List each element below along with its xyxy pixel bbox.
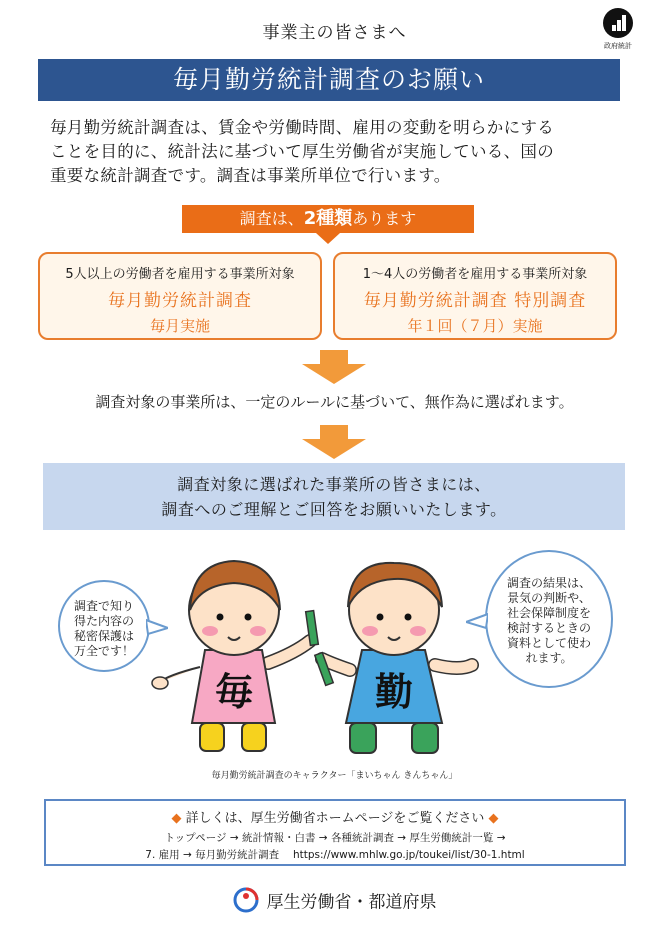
banner-prefix: 調査は、: [239, 209, 304, 228]
survey-frequency: 年１回（７月）実施: [407, 317, 543, 335]
survey-frequency: 毎月実施: [149, 317, 210, 335]
bubble-line: 調査で知り: [73, 599, 134, 613]
request-line: 調査対象に選ばれた事業所の皆さまには、: [177, 475, 491, 494]
survey-card-special: [333, 252, 617, 340]
mascot-caption: 毎月勤労統計調査のキャラクター「まいちゃん きんちゃん」: [211, 771, 458, 781]
bubble-line: 万全です！: [73, 644, 134, 658]
survey-name: 毎月勤労統計調査: [108, 291, 252, 311]
mascot-boy: [315, 563, 472, 753]
bubble-line: 景気の判断や、: [507, 591, 591, 605]
logo-label: 政府統計: [604, 42, 632, 50]
government-statistics-logo: [598, 8, 638, 58]
greeting: 事業主の皆さまへ: [262, 23, 407, 43]
speech-bubble-privacy: [58, 580, 150, 672]
mascot-girl: [152, 561, 318, 751]
website-link[interactable]: 7. 雇用 → 毎月勤労統計調査 https://www.mhlw.go.jp/toukei/list/30-1.html: [145, 849, 525, 861]
banner-emphasis: 2種類: [303, 208, 353, 229]
survey-card-monthly: [38, 252, 322, 340]
down-arrow-icon: [302, 350, 366, 384]
selection-note: 調査対象の事業所は、一定のルールに基づいて、無作為に選ばれます。: [95, 393, 574, 411]
info-heading-text: 詳しくは、厚生労働省ホームページをご覧ください: [185, 811, 485, 826]
survey-target: 1～4人の労働者を雇用する事業所対象: [362, 267, 588, 282]
info-heading: [46, 807, 624, 826]
government-statistics-icon: [603, 8, 633, 38]
bubble-line: 秘密保護は: [73, 629, 134, 643]
banner-suffix: あります: [352, 209, 417, 228]
request-line: 調査へのご理解とご回答をお願いいたします。: [161, 500, 507, 519]
banner-pointer: [316, 233, 340, 244]
girl-label: 毎: [214, 670, 254, 714]
bubble-line: 得た内容の: [73, 614, 134, 628]
survey-name: 毎月勤労統計調査 特別調査: [363, 291, 587, 311]
diamond-icon: ◆: [488, 811, 499, 826]
down-arrow-icon: [302, 425, 366, 459]
bubble-line: 検討するときの: [506, 621, 591, 635]
bubble-line: 社会保障制度を: [506, 606, 591, 620]
boy-label: 勤: [374, 670, 414, 714]
bubble-line: 資料として使わ: [506, 636, 591, 650]
mhlw-logo-icon: [233, 887, 259, 918]
navigation-path: トップページ → 統計情報・白書 → 各種統計調査 → 厚生労働統計一覧 →: [164, 832, 506, 844]
request-band: [43, 463, 625, 530]
intro-line: ことを目的に、統計法に基づいて厚生労働省が実施している、国の: [50, 142, 554, 161]
speech-bubble-usage: [485, 550, 613, 688]
website-info-box: [44, 799, 626, 866]
diamond-icon: ◆: [171, 811, 182, 826]
bubble-line: 調査の結果は、: [506, 576, 591, 590]
mascot-illustration: [150, 555, 490, 760]
intro-paragraph: [50, 116, 620, 188]
bubble-line: れます。: [525, 651, 573, 665]
footer: [0, 887, 669, 918]
survey-types-banner: [182, 205, 474, 233]
intro-line: 重要な統計調査です。調査は事業所単位で行います。: [50, 166, 451, 185]
page-title: 毎月勤労統計調査のお願い: [38, 59, 620, 101]
footer-text: 厚生労働省・都道府県: [266, 892, 437, 913]
intro-line: 毎月勤労統計調査は、賃金や労働時間、雇用の変動を明らかにする: [50, 118, 554, 137]
survey-target: 5人以上の労働者を雇用する事業所対象: [65, 267, 295, 282]
